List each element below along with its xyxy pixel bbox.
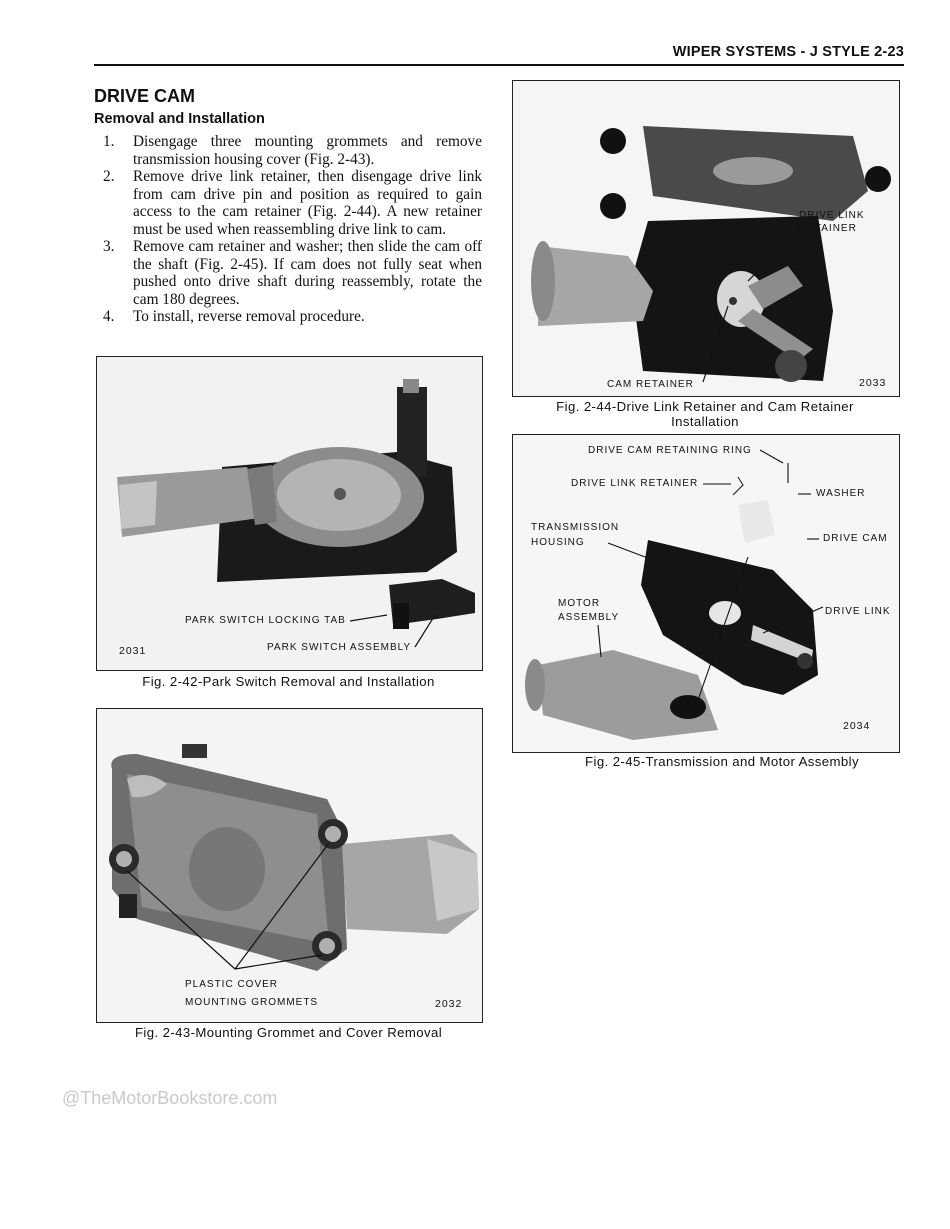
step-text: Remove drive link retainer, then disengage drive link from cam drive pin and position as required to gain access to the cam retainer (Fig. 2-44). A new retainer must be used when reassembling drive link to cam. <box>133 168 482 238</box>
label-park-switch-assembly: PARK SWITCH ASSEMBLY <box>267 642 412 653</box>
label-park-switch-locking-tab: PARK SWITCH LOCKING TAB <box>185 615 346 626</box>
step-item <box>100 168 482 238</box>
figure-drive-link-retainer <box>512 80 900 397</box>
step-item <box>100 133 482 168</box>
label-washer: WASHER <box>816 488 866 499</box>
step-text: Remove cam retainer and washer; then slide the cam off the shaft (Fig. 2-45). If cam does not fully seat when pushed onto drive shaft during reassembly, rotate the cam 180 degrees. <box>133 238 482 308</box>
caption-line-2: Installation <box>671 413 739 429</box>
figure-grommet-cover <box>96 708 483 1023</box>
procedure-steps <box>100 133 482 326</box>
figure-number: 2031 <box>119 645 147 657</box>
label-assembly: ASSEMBLY <box>558 612 620 623</box>
label-drive-link-retainer: DRIVE LINK RETAINER <box>571 478 699 489</box>
label-mounting-grommets: MOUNTING GROMMETS <box>185 997 319 1008</box>
figure-park-switch <box>96 356 483 671</box>
step-text: Disengage three mounting grommets and remove transmission housing cover (Fig. 2-43). <box>133 133 482 168</box>
label-drive-cam: DRIVE CAM <box>823 533 888 544</box>
watermark: @TheMotorBookstore.com <box>62 1088 278 1108</box>
header-rule <box>94 64 904 66</box>
drive-link-retainer-photo <box>513 81 899 396</box>
step-number: 2. <box>103 168 115 185</box>
label-housing: HOUSING <box>531 537 585 548</box>
figure-caption: Fig. 2-43-Mounting Grommet and Cover Removal <box>134 1025 443 1040</box>
section-title: DRIVE CAM <box>94 86 196 106</box>
label-plastic-cover: PLASTIC COVER <box>185 979 279 990</box>
grommet-cover-photo <box>97 709 482 1022</box>
figure-caption: Fig. 2-45-Transmission and Motor Assembly <box>585 754 859 769</box>
label-motor: MOTOR <box>558 598 601 609</box>
figure-caption: Fig. 2-42-Park Switch Removal and Installation <box>142 674 435 689</box>
figure-number: 2033 <box>859 377 887 389</box>
figure-number: 2034 <box>843 720 871 732</box>
figure-caption <box>512 400 898 429</box>
step-item <box>100 308 482 326</box>
figure-transmission-motor <box>512 434 900 753</box>
label-cam-retainer: CAM RETAINER <box>607 379 694 390</box>
step-number: 3. <box>103 238 115 255</box>
label-transmission: TRANSMISSION <box>531 522 620 533</box>
running-header: WIPER SYSTEMS - J STYLE 2-23 <box>672 44 904 60</box>
step-item <box>100 238 482 308</box>
label-retainer: RETAINER <box>799 223 857 234</box>
step-text: To install, reverse removal procedure. <box>133 308 365 325</box>
step-number: 4. <box>103 308 115 325</box>
step-number: 1. <box>103 133 115 150</box>
figure-number: 2032 <box>435 998 463 1010</box>
caption-line-1: Fig. 2-44-Drive Link Retainer and Cam Retainer <box>556 399 854 414</box>
label-drive-link: DRIVE LINK <box>799 210 865 221</box>
label-drive-cam-retaining-ring: DRIVE CAM RETAINING RING <box>588 445 752 456</box>
label-drive-link: DRIVE LINK <box>825 606 891 617</box>
section-subtitle: Removal and Installation <box>94 111 265 127</box>
